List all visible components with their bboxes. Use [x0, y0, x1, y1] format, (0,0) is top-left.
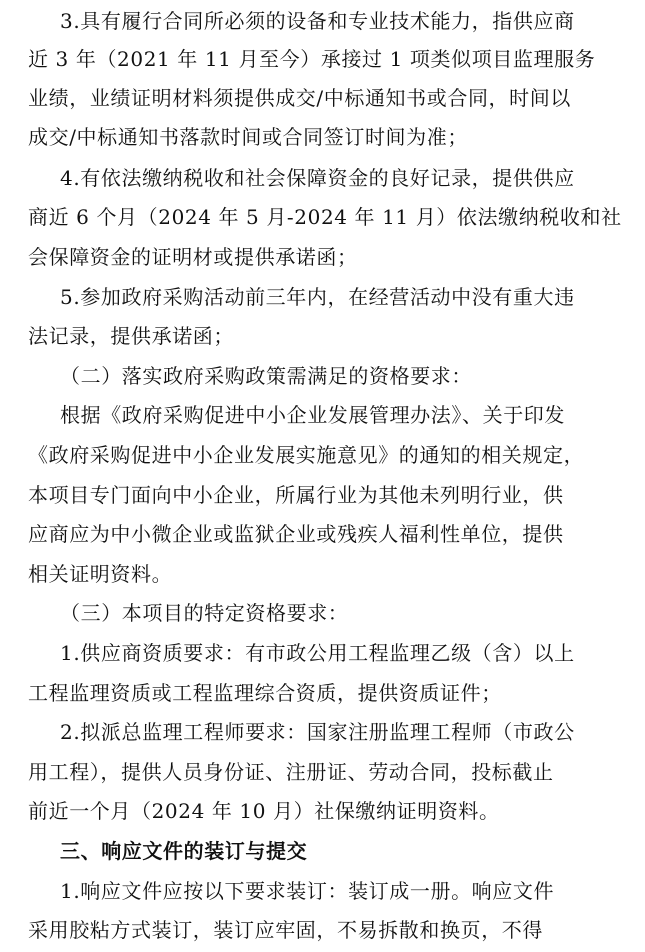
text-line: 3.具有履行合同所必须的设备和专业技术能力，指供应商 — [60, 9, 575, 33]
text-line: 法记录，提供承诺函； — [28, 324, 234, 348]
text-line: 会保障资金的证明材或提供承诺函； — [28, 245, 358, 269]
text-line: 工程监理资质或工程监理综合资质，提供资质证件； — [28, 681, 502, 705]
text-line: 成交/中标通知书落款时间或合同签订时间为准； — [28, 125, 468, 149]
text-line: 2.拟派总监理工程师要求：国家注册监理工程师（市政公 — [60, 720, 575, 744]
text-line: 5.参加政府采购活动前三年内，在经营活动中没有重大违 — [60, 285, 575, 309]
text-line: 前近一个月（2024 年 10 月）社保缴纳证明资料。 — [28, 799, 500, 823]
section-heading: 三、响应文件的装订与提交 — [60, 839, 308, 863]
text-line: 根据《政府采购促进中小企业发展管理办法》、关于印发 — [60, 403, 565, 427]
text-line: 相关证明资料。 — [28, 562, 173, 586]
text-line: 1.响应文件应按以下要求装订：装订成一册。响应文件 — [60, 879, 555, 903]
text-line: 采用胶粘方式装订，装订应牢固，不易拆散和换页，不得 — [28, 918, 543, 942]
text-line: 商近 6 个月（2024 年 5 月-2024 年 11 月）依法缴纳税收和社 — [28, 205, 622, 229]
text-line: 应商应为中小微企业或监狱企业或残疾人福利性单位，提供 — [28, 522, 564, 546]
text-line: 4.有依法缴纳税收和社会保障资金的良好记录，提供供应 — [60, 166, 575, 190]
section-heading: （二）落实政府采购政策需满足的资格要求： — [60, 364, 472, 388]
text-line: 近 3 年（2021 年 11 月至今）承接过 1 项类似项目监理服务 — [28, 47, 596, 71]
section-heading: （三）本项目的特定资格要求： — [60, 601, 349, 625]
text-line: 用工程），提供人员身份证、注册证、劳动合同，投标截止 — [28, 760, 554, 784]
text-line: 1.供应商资质要求：有市政公用工程监理乙级（含）以上 — [60, 641, 575, 665]
text-line: 业绩，业绩证明材料须提供成交/中标通知书或合同，时间以 — [28, 86, 571, 110]
text-line: 《政府采购促进中小企业发展实施意见》的通知的相关规定， — [28, 443, 585, 467]
text-line: 本项目专门面向中小企业，所属行业为其他未列明行业，供 — [28, 483, 564, 507]
